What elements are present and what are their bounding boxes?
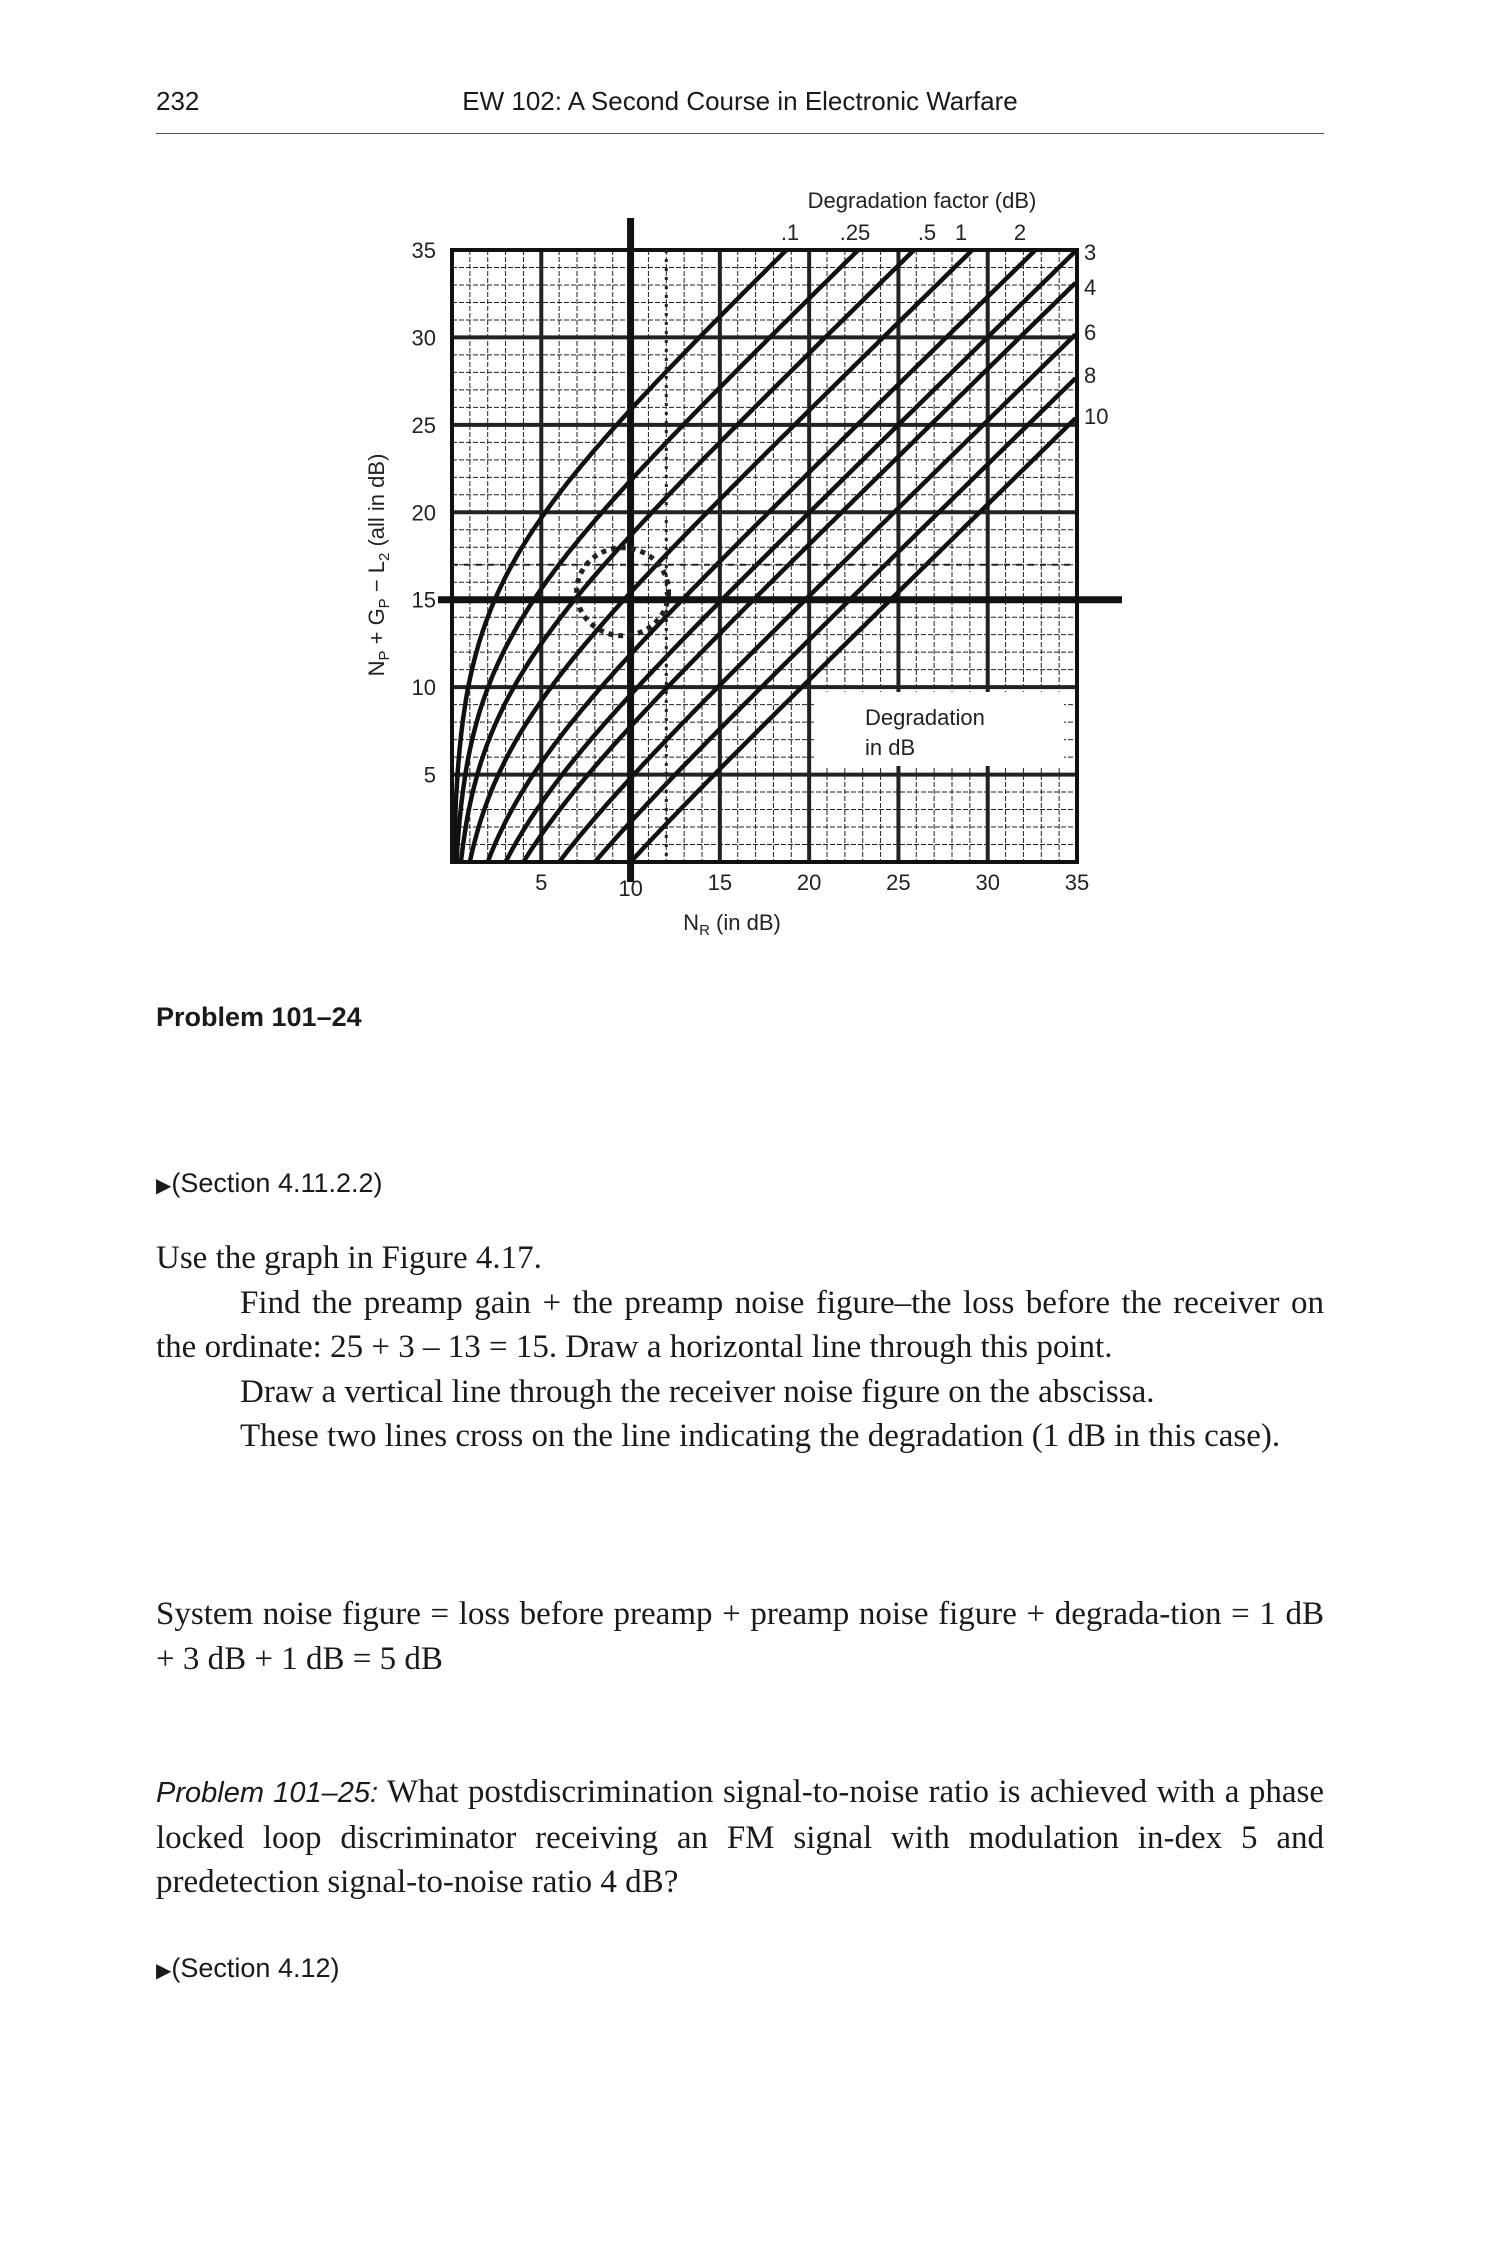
x-axis-label: $N_R$ (in dB) — [683, 910, 781, 939]
triangle-icon: ▶ — [156, 1960, 172, 1982]
header-rule — [156, 133, 1324, 134]
y-tick-label: 30 — [411, 325, 436, 351]
y-axis-label: $N_P + G_P - L_2$ (all in dB) — [364, 453, 393, 677]
degradation-curve-1-db — [452, 170, 1075, 897]
page-number: 232 — [156, 86, 200, 116]
dotted-circle-marker — [577, 548, 669, 636]
y-tick-label: 15 — [411, 587, 436, 613]
curve-label-right: 4 — [1084, 275, 1097, 300]
curve-label-right: 3 — [1084, 240, 1097, 265]
curve-label-right: 6 — [1084, 320, 1097, 345]
triangle-icon: ▶ — [156, 1175, 172, 1197]
problem-25-label: Problem 101–25: — [156, 1777, 379, 1809]
answer-paragraph: Use the graph in Figure 4.17. — [156, 1240, 542, 1276]
curve-label-top: .25 — [839, 220, 871, 245]
problem-25 — [156, 1770, 1324, 1905]
section-ref-text: (Section 4.12) — [171, 1953, 340, 1983]
problem-24-label: Problem 101–24 — [156, 1002, 362, 1032]
y-tick-label: 5 — [423, 762, 436, 788]
curve-label-right: 10 — [1084, 404, 1109, 429]
x-tick-label: 30 — [975, 870, 1000, 895]
system-noise-equation: System noise figure = loss before preamp + preamp noise figure + degrada-tion = 1 dB + 3 dB + 1 dB = 5 dB — [156, 1596, 1324, 1677]
curve-label-top: .5 — [917, 220, 937, 245]
degradation-chart — [350, 170, 1130, 970]
y-tick-label: 10 — [411, 675, 436, 701]
problem-25-text: What postdiscrimination signal-to-noise ratio is achieved with a phase locked loop discriminator receiving an FM signal with modulation in-dex 5 and predetection signal-to-noise ratio 4 dB? — [156, 1774, 1324, 1900]
legend-box-line-1: Degradation — [865, 705, 985, 730]
x-tick-label: 15 — [707, 870, 733, 895]
y-tick-label: 20 — [411, 500, 436, 526]
curve-label-top: .1 — [780, 220, 800, 245]
degradation-curve-3-db — [452, 251, 1075, 897]
degradation-curve-6-db — [452, 334, 1075, 897]
degradation-curves — [452, 170, 1075, 897]
degradation-curve-0.1-db — [452, 170, 1075, 897]
section-ref-1 — [156, 1168, 1324, 1199]
degradation-curve-0.5-db — [452, 170, 1075, 897]
section-ref-2 — [156, 1953, 1324, 1984]
x-tick-label: 20 — [796, 870, 822, 895]
degradation-curve-4-db — [452, 283, 1075, 897]
curve-label-top: 1 — [954, 220, 968, 245]
x-tick-label: 25 — [886, 870, 911, 895]
x-tick-label: 10 — [618, 876, 643, 901]
section-ref-text: (Section 4.11.2.2) — [171, 1168, 383, 1198]
x-tick-label: 5 — [535, 870, 548, 895]
y-tick-label: 35 — [411, 238, 436, 263]
x-tick-label: 35 — [1064, 870, 1090, 895]
chart-title: Degradation factor (dB) — [807, 188, 1037, 213]
answer-paragraph: These two lines cross on the line indicating the degradation (1 dB in this case). — [240, 1418, 1281, 1454]
answer-paragraph: Find the preamp gain + the preamp noise figure–the loss before the receiver on the ordinate: 25 + 3 – 13 = 15. Draw a horizontal line through this point. — [156, 1284, 1324, 1365]
curve-label-right: 8 — [1084, 363, 1097, 388]
legend-box-line-2: in dB — [865, 735, 916, 760]
y-tick-label: 25 — [411, 412, 436, 438]
running-title: EW 102: A Second Course in Electronic Warfare — [462, 86, 1018, 116]
degradation-curve-0.25-db — [452, 170, 1075, 897]
curve-label-top: 2 — [1013, 220, 1027, 245]
answer-text — [156, 1236, 1324, 1459]
answer-paragraph: Draw a vertical line through the receiver noise figure on the abscissa. — [240, 1373, 1155, 1410]
